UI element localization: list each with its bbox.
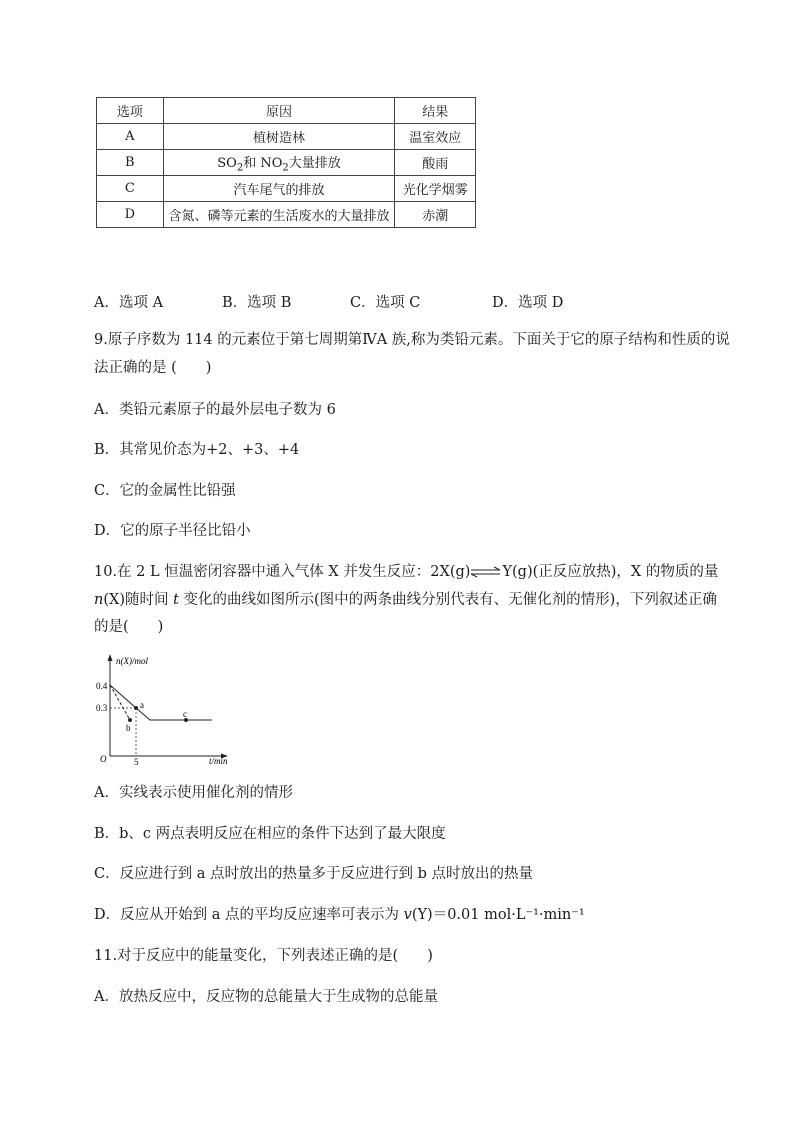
point-b-label: b <box>126 723 131 733</box>
ytick-label: 0.3 <box>96 703 108 713</box>
row-result: 赤潮 <box>395 202 476 228</box>
point-c-label: c <box>183 709 187 719</box>
q11-option-a: A．放热反应中，反应物的总能量大于生成物的总能量 <box>94 989 438 1005</box>
point-a <box>134 706 138 710</box>
row-result: 光化学烟雾 <box>395 176 476 202</box>
y-axis-label: n(X)/mol <box>116 656 148 666</box>
q9-stem-line1: 9.原子序数为 114 的元素位于第七周期第ⅣA 族,称为类铅元素。下面关于它的原子结构和性质的说 <box>94 332 730 348</box>
x-axis-label: t/min <box>209 756 228 766</box>
point-b <box>128 718 132 722</box>
equilibrium-arrow-icon <box>470 566 502 578</box>
q10-stem-line2: n(X)随时间 t 变化的曲线如图所示(图中的两条曲线分别代表有、无催化剂的情形)，下列叙述正确 <box>94 592 717 608</box>
table-header-row <box>97 98 476 124</box>
q10-stem-line1: 10.在 2 L 恒温密闭容器中通入气体 X 并发生反应：2X(g) Y(g)(正反应放热)，X 的物质的量 <box>94 564 719 580</box>
q11-stem: 11.对于反应中的能量变化，下列表述正确的是( ) <box>94 948 433 964</box>
q8-choice-a: A．选项 A <box>94 295 164 311</box>
row-result: 温室效应 <box>395 124 476 150</box>
table-row <box>97 176 476 202</box>
row-cause: $SO_2$和 $NO_2$大量排放 <box>163 150 395 176</box>
q9-stem-line2: 法正确的是 ( ) <box>94 360 212 376</box>
row-option: A <box>97 124 164 150</box>
q8-choice-c: C．选项 C <box>350 295 421 311</box>
q9-option-c: C．它的金属性比铅强 <box>94 483 236 499</box>
header-cause: 原因 <box>163 98 395 124</box>
reaction-graph <box>96 652 236 766</box>
table-row <box>97 150 476 176</box>
row-cause: 含氮、磷等元素的生活废水的大量排放 <box>163 202 395 228</box>
row-cause: 汽车尾气的排放 <box>163 176 395 202</box>
q10-option-d: D．反应从开始到 a 点的平均反应速率可表示为 v(Y)＝0.01 mol·L⁻¹·min⁻¹ <box>94 907 585 923</box>
row-result: 酸雨 <box>395 150 476 176</box>
ytick-label: 0.4 <box>96 681 108 691</box>
q10-option-c: C．反应进行到 a 点时放出的热量多于反应进行到 b 点时放出的热量 <box>94 866 533 882</box>
table-row <box>97 202 476 228</box>
q8-choice-d: D．选项 D <box>492 295 564 311</box>
row-option: C <box>97 176 164 202</box>
q9-option-d: D．它的原子半径比铅小 <box>94 523 251 539</box>
q8-choice-b: B．选项 B <box>222 295 292 311</box>
origin-label: O <box>100 754 107 764</box>
options-table <box>96 97 476 228</box>
solid-curve <box>110 685 212 720</box>
q9-option-b: B．其常见价态为+2、+3、+4 <box>94 442 300 458</box>
row-option: B <box>97 150 164 176</box>
q10-option-a: A．实线表示使用催化剂的情形 <box>94 785 293 801</box>
y-axis-arrow-icon <box>108 654 113 661</box>
q10-option-b: B．b、c 两点表明反应在相应的条件下达到了最大限度 <box>94 826 446 842</box>
q9-option-a: A．类铅元素原子的最外层电子数为 6 <box>94 402 336 418</box>
header-result: 结果 <box>395 98 476 124</box>
point-a-label: a <box>140 700 144 710</box>
row-option: D <box>97 202 164 228</box>
xtick-label: 5 <box>134 757 139 766</box>
row-cause: 植树造林 <box>163 124 395 150</box>
table-row <box>97 124 476 150</box>
q10-stem-line3: 的是( ) <box>94 619 164 635</box>
dashed-curve <box>110 685 130 720</box>
header-option: 选项 <box>97 98 164 124</box>
